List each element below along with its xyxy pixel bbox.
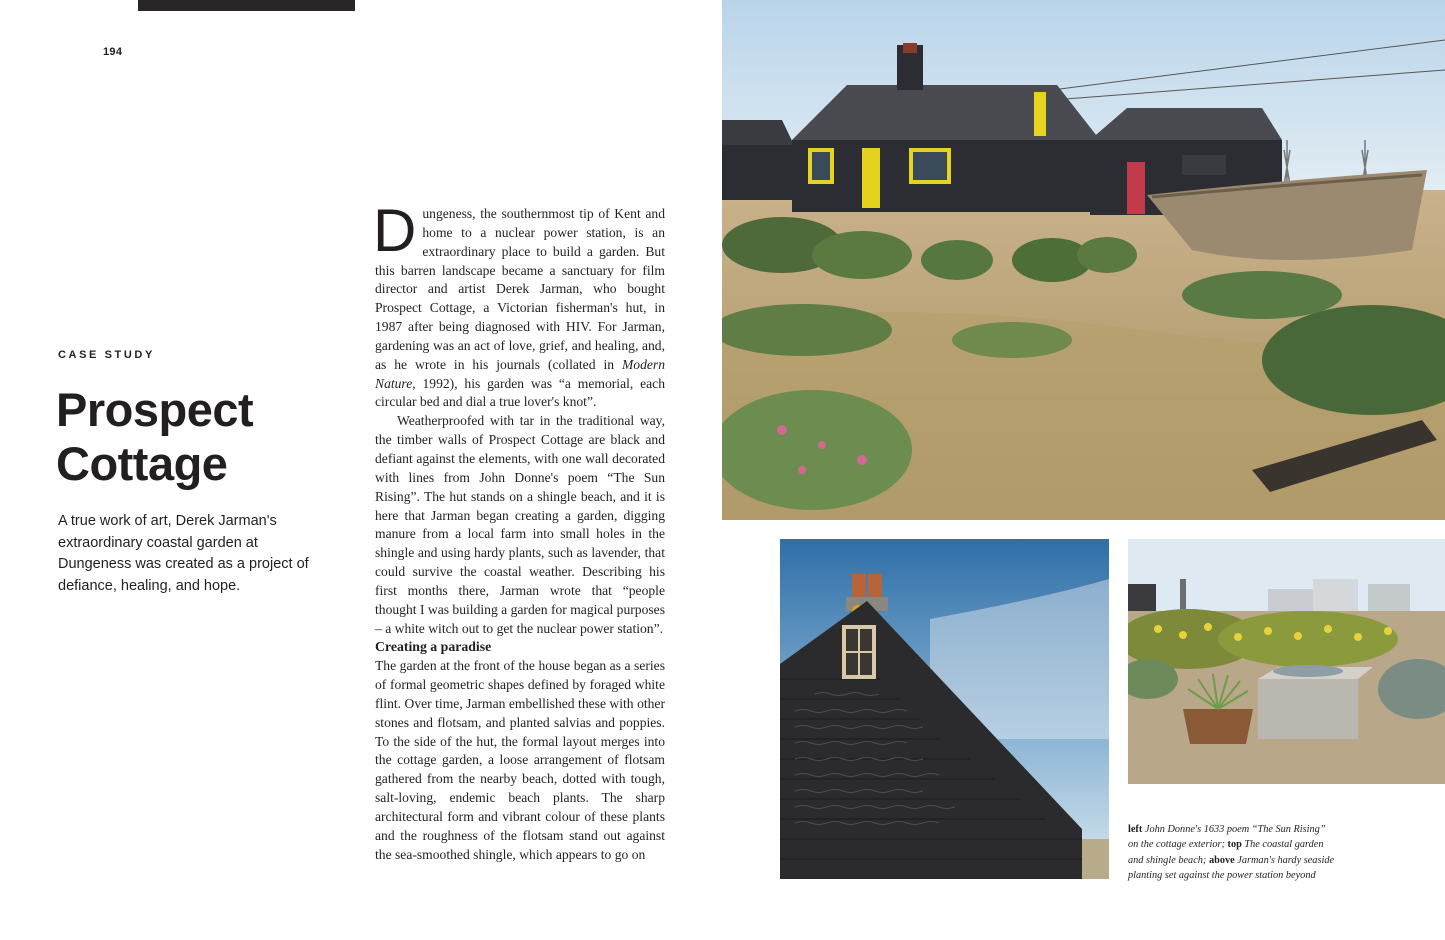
drop-cap: D <box>373 197 417 264</box>
body-text-column <box>373 197 665 865</box>
book-title: Modern Nature <box>375 356 665 391</box>
body-paragraph-1: Dungeness, the southernmost tip of Kent and home to a nuclear power station, is an extraordinary place to build a garden. But this barren landscape became a sanctuary for film director and artist Derek Jarman, who bought Prospect Cottage, a Victorian fisherman's hut, in 1987 after being diagnosed with HIV. For Jarman, gardening was an act of love, grief, and healing, and, as he wrote in his journals (collated in Modern Nature, 1992), his garden was “a memorial, each circular bed and dial a true lover's knot”. <box>373 197 665 410</box>
photo-caption: left John Donne's 1633 poem “The Sun Rising” on the cottage exterior; top The coastal garden and shingle beach; above Jarman's hardy seaside planting set against the power station beyond <box>1128 824 1335 881</box>
photo-poem-wall <box>780 539 1109 879</box>
page-number: 194 <box>103 46 123 58</box>
header-tab-bar <box>138 0 355 11</box>
article-title: Prospect Cottage <box>56 383 254 490</box>
body-paragraph-3: The garden at the front of the house began as a series of formal geometric shapes defined by foraged white flint. Over time, Jarman embellished these with other stones and flotsam, and planted salvias and poppies. To the side of the hut, the formal layout merges into the cottage garden, a loose arrangement of flotsam gathered from the nearby beach, dotted with tough, salt-loving, endemic beach plants. The sharp architectural form and vibrant colour of these plants and the roughness of the flotsam stand out against the sea-smoothed shingle, which appears to go on <box>375 658 665 862</box>
article-standfirst: A true work of art, Derek Jarman's extraordinary coastal garden at Dungeness was created as a project of defiance, healing, and hope. <box>58 513 309 594</box>
photo-cottage-garden <box>722 0 1445 520</box>
subheading: Creating a paradise <box>375 639 492 655</box>
body-paragraph-2: Weatherproofed with tar in the traditional way, the timber walls of Prospect Cottage are black and defiant against the elements, with one wall decorated with lines from John Donne's poem “The Sun Rising”. The hut stands on a shingle beach, and it is here that Jarman began creating a garden, digging manure from a local farm into small holes in the shingle and using hardy plants, such as lavender, that could survive the coastal weather. Describing his first months there, Jarman wrote that “people thought I was building a garden for magical purposes – a white witch out to get the nuclear power station”. <box>375 413 665 636</box>
section-kicker: CASE STUDY <box>58 349 155 361</box>
photo-garden-power-station <box>1128 539 1445 784</box>
